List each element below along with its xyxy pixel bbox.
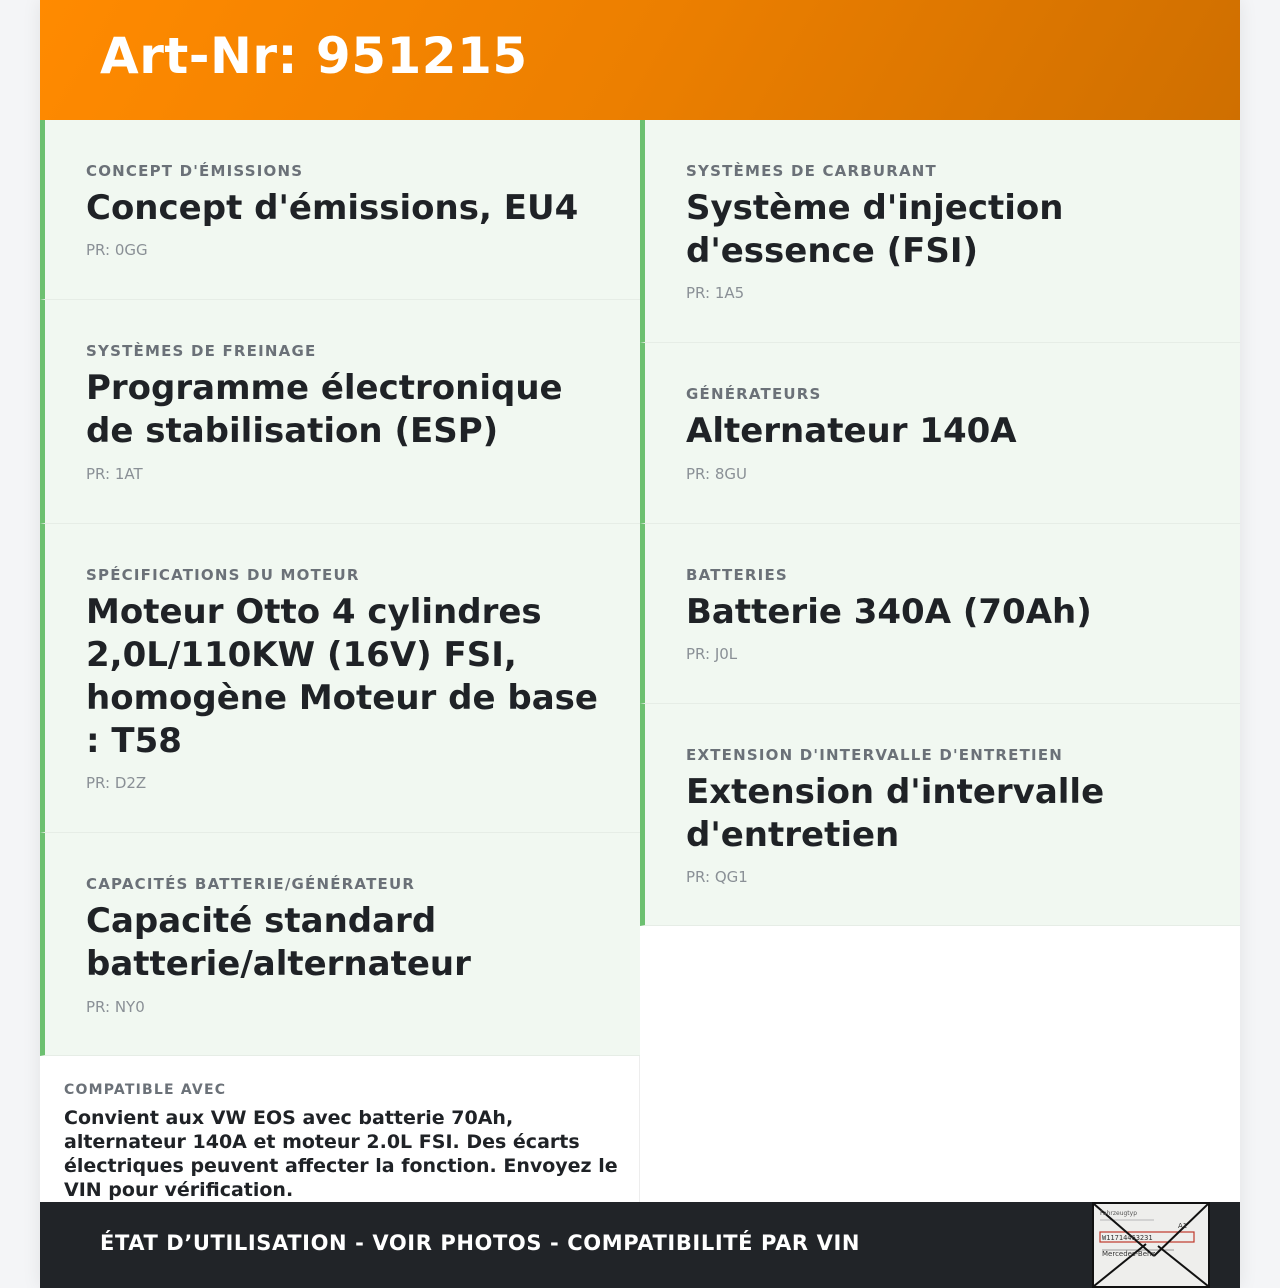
spec-title: Système d'injection d'essence (FSI) (686, 188, 1064, 271)
right-column (640, 120, 1240, 926)
spec-category: EXTENSION D'INTERVALLE D'ENTRETIEN (686, 746, 1064, 764)
spec-title: Extension d'intervalle d'entretien (686, 772, 1105, 855)
thumb-caption-1: Fahrzeugtyp (1100, 1210, 1138, 1217)
spec-card-fuel (640, 120, 1240, 343)
spec-category: CAPACITÉS BATTERIE/GÉNÉRATEUR (86, 875, 416, 893)
document-photo-icon[interactable] (1092, 1202, 1210, 1288)
spec-card-emissions (40, 120, 640, 300)
thumb-caption-4: Mercedes-Benz (1102, 1250, 1156, 1258)
document-photo-thumbnail (1094, 1204, 1208, 1286)
compatibility-section (40, 1056, 640, 1202)
article-number-title: Art-Nr: 951215 (100, 27, 528, 85)
spec-card-braking (40, 300, 640, 524)
left-column (40, 120, 640, 1056)
spec-category: BATTERIES (686, 566, 788, 584)
compatibility-label: COMPATIBLE AVEC (64, 1082, 227, 1098)
spec-pr-code: PR: NY0 (86, 998, 145, 1016)
spec-title: Programme électronique de stabilisation (ESP) (86, 368, 563, 451)
spec-pr-code: PR: J0L (686, 645, 738, 663)
thumb-caption-2: A1 (1178, 1222, 1188, 1230)
spec-category: SYSTÈMES DE CARBURANT (686, 162, 937, 180)
footer-bar (40, 1202, 1240, 1288)
header-banner (40, 0, 1240, 120)
page-frame (40, 0, 1240, 1288)
spec-card-battery-generator (40, 833, 640, 1056)
spec-category: SYSTÈMES DE FREINAGE (86, 342, 317, 360)
spec-category: SPÉCIFICATIONS DU MOTEUR (86, 566, 360, 584)
spec-title: Batterie 340A (70Ah) (686, 592, 1092, 632)
spec-pr-code: PR: QG1 (686, 868, 748, 886)
spec-card-generators (640, 343, 1240, 524)
spec-title: Alternateur 140A (686, 411, 1017, 451)
spec-category: CONCEPT D'ÉMISSIONS (86, 162, 304, 180)
spec-pr-code: PR: 0GG (86, 241, 148, 259)
footer-status-text: ÉTAT D’UTILISATION - VOIR PHOTOS - COMPATIBILITÉ PAR VIN (100, 1231, 861, 1255)
spec-pr-code: PR: 1AT (86, 465, 143, 483)
spec-category: GÉNÉRATEURS (686, 385, 822, 403)
spec-pr-code: PR: 8GU (686, 465, 747, 483)
spec-title: Concept d'émissions, EU4 (86, 188, 579, 228)
spec-title: Moteur Otto 4 cylindres 2,0L/110KW (16V) FSI, homogène Moteur de base : T58 (86, 592, 598, 761)
spec-title: Capacité standard batterie/alternateur (86, 901, 471, 984)
thumb-caption-3: W11714463231 (1102, 1234, 1153, 1242)
spec-card-engine (40, 524, 640, 833)
compatibility-text: Convient aux VW EOS avec batterie 70Ah, alternateur 140A et moteur 2.0L FSI. Des écarts électriques peuvent affecter la fonction. Envoyez le VIN pour vérification. (64, 1107, 618, 1201)
spec-pr-code: PR: D2Z (86, 774, 147, 792)
spec-card-batteries (640, 524, 1240, 704)
spec-card-service-interval (640, 704, 1240, 926)
spec-pr-code: PR: 1A5 (686, 284, 745, 302)
